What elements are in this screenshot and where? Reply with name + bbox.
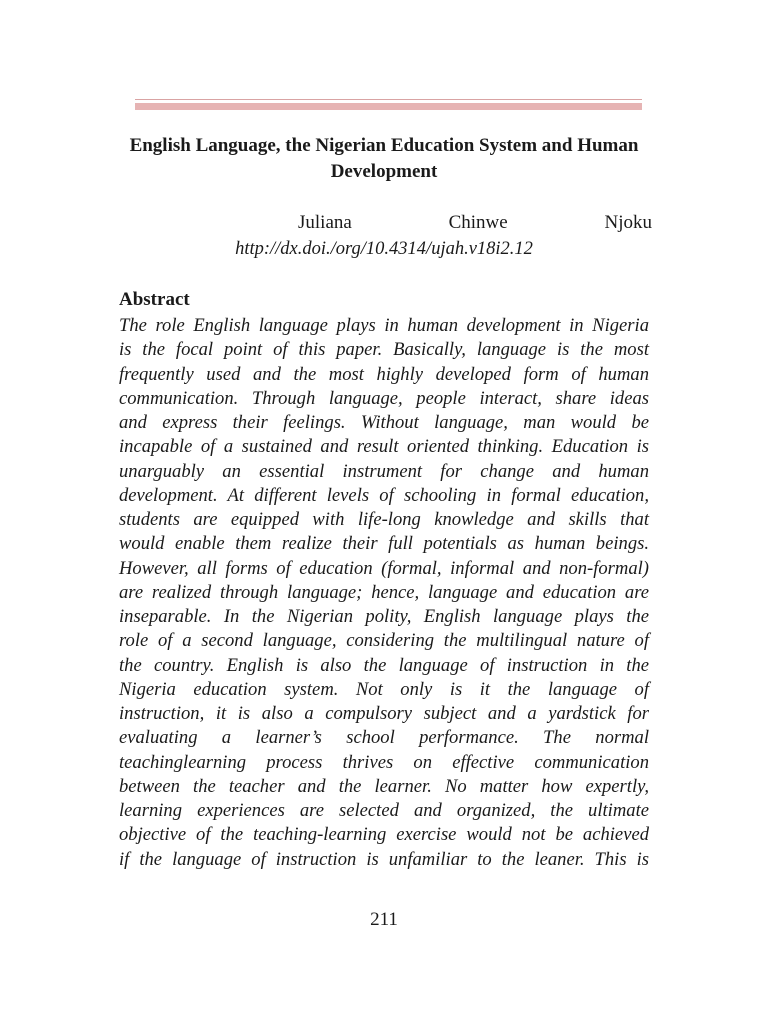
abstract-line: students are equipped with life-long knowledge and skills that bbox=[119, 509, 649, 530]
abstract-line: unarguably an essential instrument for change and human bbox=[119, 460, 649, 482]
abstract-line: if the language of instruction is unfamiliar to the leaner. This is bbox=[119, 848, 649, 870]
abstract-line: teachinglearning process thrives on effective communication bbox=[119, 751, 649, 773]
abstract-line: evaluating a learner’s school performance. The normal bbox=[119, 727, 649, 749]
abstract-line: would enable them realize their full potentials as human beings. bbox=[119, 533, 649, 555]
abstract-heading: Abstract bbox=[119, 289, 190, 310]
author-last-name: Njoku bbox=[604, 212, 652, 233]
abstract-line: learning experiences are selected and organized, the ultimate bbox=[119, 800, 649, 821]
author-first-name: Juliana bbox=[298, 212, 352, 233]
abstract-line: inseparable. In the Nigerian polity, English language plays the bbox=[119, 606, 649, 627]
abstract-line: The role English language plays in human development in Nigeria bbox=[119, 315, 649, 336]
author-names bbox=[298, 211, 652, 235]
abstract-line: objective of the teaching-learning exercise would not be achieved bbox=[119, 824, 649, 846]
abstract-line: is the focal point of this paper. Basically, language is the most bbox=[119, 339, 649, 361]
author-middle-name: Chinwe bbox=[448, 212, 508, 233]
paper-title: English Language, the Nigerian Education System and Human Development bbox=[129, 135, 639, 182]
doi-link[interactable]: http://dx.doi./org/10.4314/ujah.v18i2.12 bbox=[235, 239, 533, 259]
header-rule-thin bbox=[135, 99, 642, 100]
abstract-line: However, all forms of education (formal, informal and non-formal) bbox=[119, 557, 649, 579]
page-number: 211 bbox=[370, 909, 398, 930]
abstract-line: and express their feelings. Without language, man would be bbox=[119, 412, 649, 433]
abstract-line: incapable of a sustained and result oriented thinking. Education is bbox=[119, 436, 649, 458]
abstract-line: Nigeria education system. Not only is it the language of bbox=[119, 678, 649, 700]
abstract-line: communication. Through language, people interact, share ideas bbox=[119, 387, 649, 409]
abstract-line: instruction, it is also a compulsory subject and a yardstick for bbox=[119, 703, 649, 724]
abstract-line: development. At different levels of schooling in formal education, bbox=[119, 484, 649, 506]
abstract-line: the country. English is also the language of instruction in the bbox=[119, 654, 649, 676]
abstract-line: frequently used and the most highly developed form of human bbox=[119, 363, 649, 385]
abstract-line: between the teacher and the learner. No matter how expertly, bbox=[119, 775, 649, 797]
abstract-line: role of a second language, considering the multilingual nature of bbox=[119, 630, 649, 652]
abstract-line: are realized through language; hence, language and education are bbox=[119, 581, 649, 603]
header-rule-thick bbox=[135, 103, 642, 110]
abstract-body bbox=[119, 314, 649, 872]
